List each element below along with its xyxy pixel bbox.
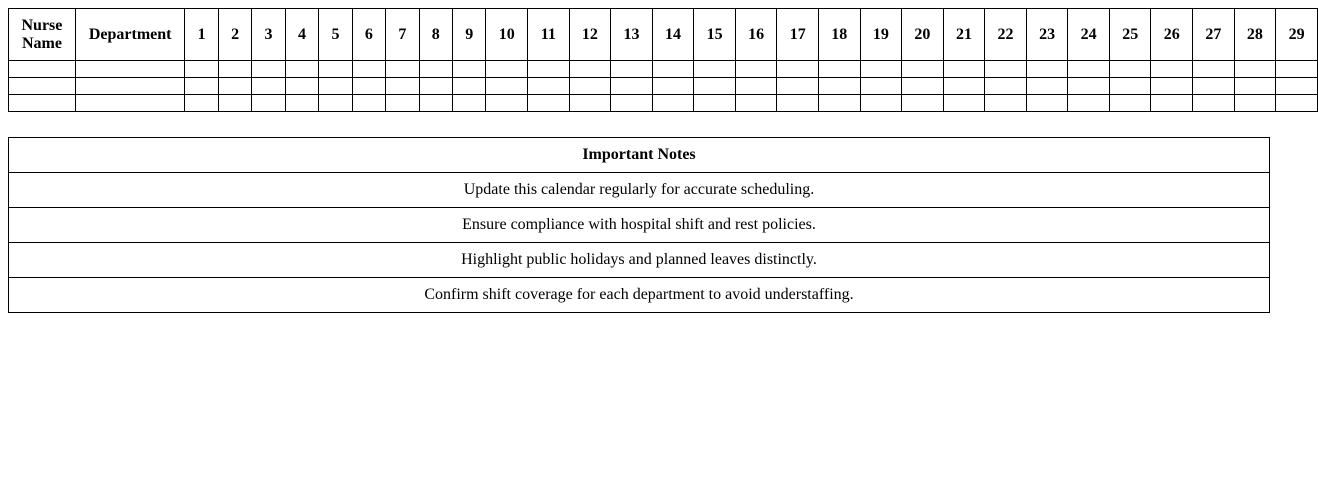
- shift-cell-day-3[interactable]: [252, 78, 285, 95]
- day-header-28: 28: [1234, 9, 1276, 61]
- shift-cell-day-6[interactable]: [352, 95, 385, 112]
- shift-cell-day-7[interactable]: [386, 78, 419, 95]
- shift-cell-day-17[interactable]: [777, 95, 819, 112]
- shift-cell-day-22[interactable]: [985, 61, 1027, 78]
- shift-cell-day-14[interactable]: [652, 78, 694, 95]
- note-row: [9, 208, 1270, 243]
- shift-cell-day-15[interactable]: [694, 95, 736, 112]
- nurse-name-header: Nurse Name: [9, 9, 76, 61]
- shift-cell-day-21[interactable]: [943, 95, 985, 112]
- shift-cell-day-27[interactable]: [1193, 78, 1235, 95]
- shift-cell-day-6[interactable]: [352, 61, 385, 78]
- shift-cell-day-24[interactable]: [1068, 61, 1110, 78]
- shift-cell-day-16[interactable]: [735, 95, 777, 112]
- day-header-27: 27: [1193, 9, 1235, 61]
- shift-cell-day-2[interactable]: [218, 78, 251, 95]
- note-text: Update this calendar regularly for accurate scheduling.: [9, 173, 1270, 208]
- day-header-20: 20: [902, 9, 944, 61]
- shift-cell-day-13[interactable]: [611, 78, 653, 95]
- shift-cell-day-20[interactable]: [902, 78, 944, 95]
- shift-cell-day-8[interactable]: [419, 61, 452, 78]
- shift-cell-day-14[interactable]: [652, 95, 694, 112]
- shift-cell-day-5[interactable]: [319, 61, 352, 78]
- shift-cell-day-3[interactable]: [252, 95, 285, 112]
- shift-cell-day-16[interactable]: [735, 61, 777, 78]
- shift-cell-day-22[interactable]: [985, 78, 1027, 95]
- day-header-9: 9: [453, 9, 486, 61]
- shift-cell-day-11[interactable]: [528, 61, 570, 78]
- day-header-3: 3: [252, 9, 285, 61]
- shift-cell-day-20[interactable]: [902, 95, 944, 112]
- day-header-4: 4: [285, 9, 318, 61]
- shift-cell-day-29[interactable]: [1276, 61, 1318, 78]
- shift-cell-day-13[interactable]: [611, 95, 653, 112]
- important-notes-table: [8, 137, 1270, 313]
- notes-title-row: [9, 138, 1270, 173]
- shift-cell-day-10[interactable]: [486, 78, 528, 95]
- shift-cell-day-9[interactable]: [453, 95, 486, 112]
- shift-cell-day-8[interactable]: [419, 78, 452, 95]
- shift-cell-day-28[interactable]: [1234, 78, 1276, 95]
- day-header-22: 22: [985, 9, 1027, 61]
- shift-cell-day-16[interactable]: [735, 78, 777, 95]
- day-header-23: 23: [1026, 9, 1068, 61]
- important-notes-container: [8, 137, 1270, 313]
- shift-cell-day-11[interactable]: [528, 78, 570, 95]
- nurse-name-cell[interactable]: [9, 78, 76, 95]
- shift-cell-day-29[interactable]: [1276, 95, 1318, 112]
- shift-cell-day-24[interactable]: [1068, 78, 1110, 95]
- day-header-26: 26: [1151, 9, 1193, 61]
- notes-body: [9, 173, 1270, 313]
- shift-cell-day-27[interactable]: [1193, 61, 1235, 78]
- department-cell[interactable]: [75, 78, 185, 95]
- schedule-row: [9, 61, 1318, 78]
- shift-cell-day-23[interactable]: [1026, 78, 1068, 95]
- shift-cell-day-6[interactable]: [352, 78, 385, 95]
- shift-cell-day-7[interactable]: [386, 61, 419, 78]
- shift-cell-day-15[interactable]: [694, 61, 736, 78]
- nurse-schedule-container: [8, 8, 1305, 113]
- shift-cell-day-29[interactable]: [1276, 78, 1318, 95]
- day-header-1: 1: [185, 9, 218, 61]
- shift-cell-day-1[interactable]: [185, 78, 218, 95]
- day-header-14: 14: [652, 9, 694, 61]
- shift-cell-day-10[interactable]: [486, 95, 528, 112]
- nurse-schedule-table: [8, 8, 1318, 112]
- shift-cell-day-19[interactable]: [860, 61, 902, 78]
- shift-cell-day-22[interactable]: [985, 95, 1027, 112]
- shift-cell-day-12[interactable]: [569, 61, 611, 78]
- day-header-16: 16: [735, 9, 777, 61]
- shift-cell-day-25[interactable]: [1109, 95, 1151, 112]
- department-header: Department: [75, 9, 185, 61]
- day-header-15: 15: [694, 9, 736, 61]
- shift-cell-day-20[interactable]: [902, 61, 944, 78]
- shift-cell-day-2[interactable]: [218, 95, 251, 112]
- shift-cell-day-19[interactable]: [860, 95, 902, 112]
- day-header-8: 8: [419, 9, 452, 61]
- notes-title: Important Notes: [9, 138, 1270, 173]
- shift-cell-day-23[interactable]: [1026, 61, 1068, 78]
- schedule-body: [9, 61, 1318, 112]
- shift-cell-day-14[interactable]: [652, 61, 694, 78]
- shift-cell-day-27[interactable]: [1193, 95, 1235, 112]
- shift-cell-day-12[interactable]: [569, 95, 611, 112]
- day-header-10: 10: [486, 9, 528, 61]
- shift-cell-day-24[interactable]: [1068, 95, 1110, 112]
- day-header-2: 2: [218, 9, 251, 61]
- shift-cell-day-28[interactable]: [1234, 61, 1276, 78]
- department-cell[interactable]: [75, 95, 185, 112]
- shift-cell-day-5[interactable]: [319, 78, 352, 95]
- note-text: Confirm shift coverage for each department to avoid understaffing.: [9, 278, 1270, 313]
- shift-cell-day-26[interactable]: [1151, 95, 1193, 112]
- day-header-17: 17: [777, 9, 819, 61]
- day-header-25: 25: [1109, 9, 1151, 61]
- shift-cell-day-1[interactable]: [185, 95, 218, 112]
- shift-cell-day-15[interactable]: [694, 78, 736, 95]
- shift-cell-day-18[interactable]: [818, 61, 860, 78]
- shift-cell-day-9[interactable]: [453, 61, 486, 78]
- shift-cell-day-28[interactable]: [1234, 95, 1276, 112]
- day-header-19: 19: [860, 9, 902, 61]
- shift-cell-day-26[interactable]: [1151, 61, 1193, 78]
- shift-cell-day-5[interactable]: [319, 95, 352, 112]
- shift-cell-day-7[interactable]: [386, 95, 419, 112]
- day-header-18: 18: [818, 9, 860, 61]
- shift-cell-day-17[interactable]: [777, 78, 819, 95]
- day-header-29: 29: [1276, 9, 1318, 61]
- schedule-row: [9, 95, 1318, 112]
- shift-cell-day-21[interactable]: [943, 61, 985, 78]
- shift-cell-day-4[interactable]: [285, 61, 318, 78]
- shift-cell-day-3[interactable]: [252, 61, 285, 78]
- shift-cell-day-4[interactable]: [285, 78, 318, 95]
- department-cell[interactable]: [75, 61, 185, 78]
- shift-cell-day-18[interactable]: [818, 95, 860, 112]
- shift-cell-day-17[interactable]: [777, 61, 819, 78]
- nurse-name-cell[interactable]: [9, 95, 76, 112]
- shift-cell-day-4[interactable]: [285, 95, 318, 112]
- shift-cell-day-12[interactable]: [569, 78, 611, 95]
- schedule-header-row: [9, 9, 1318, 61]
- shift-cell-day-10[interactable]: [486, 61, 528, 78]
- note-row: [9, 278, 1270, 313]
- shift-cell-day-11[interactable]: [528, 95, 570, 112]
- shift-cell-day-13[interactable]: [611, 61, 653, 78]
- shift-cell-day-25[interactable]: [1109, 61, 1151, 78]
- note-text: Ensure compliance with hospital shift and rest policies.: [9, 208, 1270, 243]
- day-header-5: 5: [319, 9, 352, 61]
- day-header-7: 7: [386, 9, 419, 61]
- shift-cell-day-18[interactable]: [818, 78, 860, 95]
- shift-cell-day-1[interactable]: [185, 61, 218, 78]
- shift-cell-day-25[interactable]: [1109, 78, 1151, 95]
- shift-cell-day-9[interactable]: [453, 78, 486, 95]
- day-header-13: 13: [611, 9, 653, 61]
- shift-cell-day-26[interactable]: [1151, 78, 1193, 95]
- note-text: Highlight public holidays and planned leaves distinctly.: [9, 243, 1270, 278]
- day-header-21: 21: [943, 9, 985, 61]
- day-header-12: 12: [569, 9, 611, 61]
- shift-cell-day-23[interactable]: [1026, 95, 1068, 112]
- schedule-row: [9, 78, 1318, 95]
- nurse-name-cell[interactable]: [9, 61, 76, 78]
- shift-cell-day-2[interactable]: [218, 61, 251, 78]
- shift-cell-day-8[interactable]: [419, 95, 452, 112]
- day-header-24: 24: [1068, 9, 1110, 61]
- note-row: [9, 243, 1270, 278]
- note-row: [9, 173, 1270, 208]
- day-header-6: 6: [352, 9, 385, 61]
- day-header-11: 11: [528, 9, 570, 61]
- shift-cell-day-21[interactable]: [943, 78, 985, 95]
- shift-cell-day-19[interactable]: [860, 78, 902, 95]
